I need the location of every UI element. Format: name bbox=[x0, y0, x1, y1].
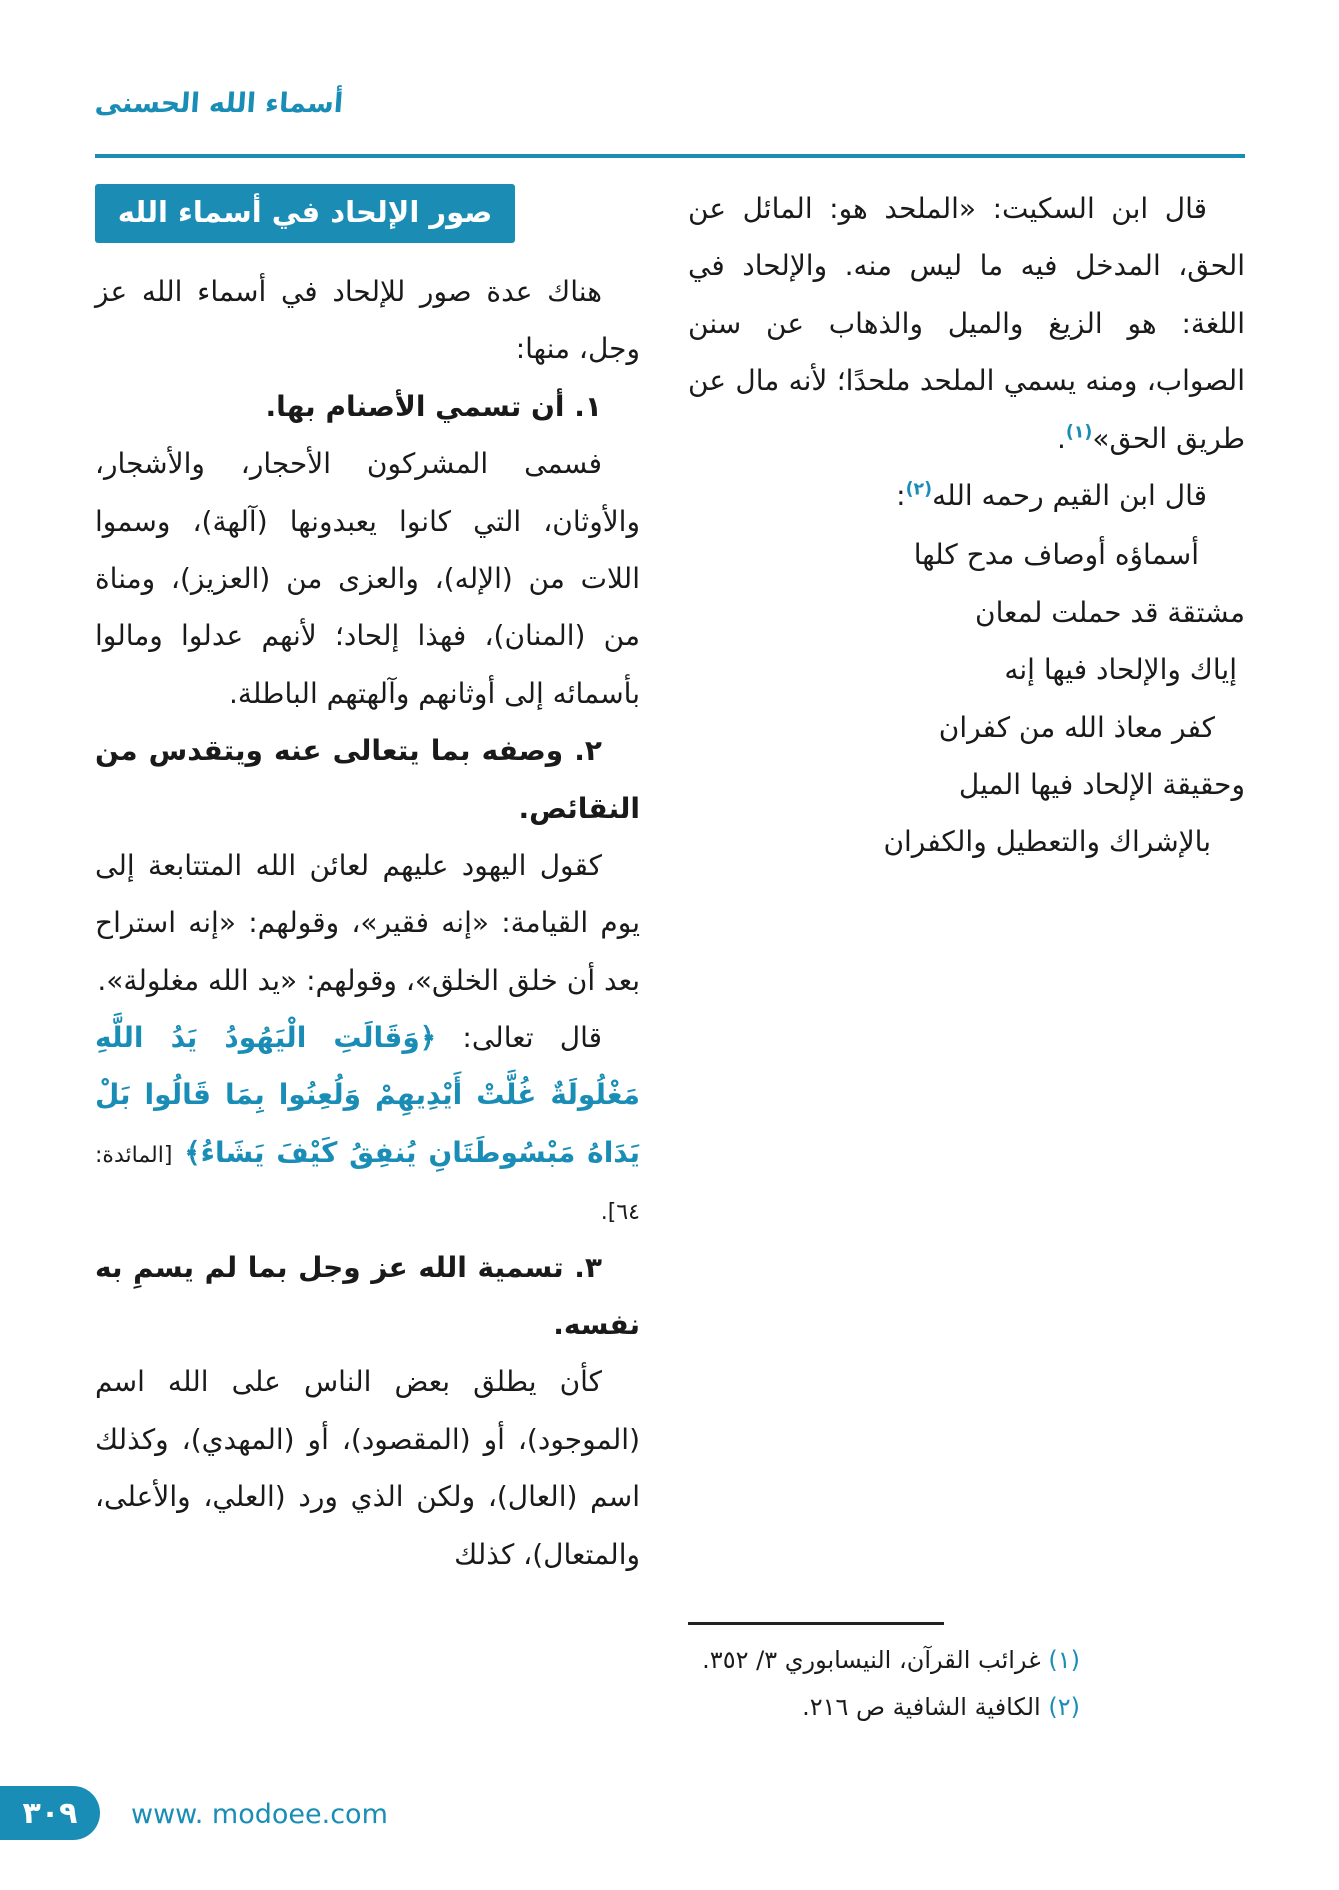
item-2-title: ٢. وصفه بما يتعالى عنه ويتقدس من النقائص. bbox=[95, 734, 640, 825]
poem-block bbox=[688, 526, 1245, 870]
item-1-title: ١. أن تسمي الأصنام بها. bbox=[265, 389, 602, 423]
quran-reference: [المائدة: ٦٤]. bbox=[95, 1142, 640, 1226]
item-1-body: فسمى المشركون الأحجار، والأشجار، والأوثان، التي كانوا يعبدونها (آلهة)، وسموا اللات من (الإله)، والعزى من (العزيز)، ومناة من (المنان)، فهذا إلحاد؛ لأنهم عدلوا ومالوا بأسمائه إلى أوثانهم وآلهتهم الباطلة. bbox=[95, 447, 640, 710]
section-title-box: صور الإلحاد في أسماء الله bbox=[95, 184, 515, 243]
paragraph-terminator: . bbox=[1056, 421, 1066, 455]
page-number-badge: ٣٠٩ bbox=[0, 1786, 100, 1840]
header-divider-rule bbox=[95, 154, 1245, 158]
paragraph-ibn-sikkit bbox=[688, 180, 1245, 467]
footnote-marker-2: (٢) bbox=[905, 479, 933, 500]
item-3-body: كأن يطلق بعض الناس على الله اسم (الموجود)، أو (المقصود)، أو (المهدي)، وكذلك اسم (العال)، ولكن الذي ورد (العلي، والأعلى، والمتعال)، كذلك bbox=[95, 1365, 640, 1571]
footnote-separator bbox=[688, 1622, 944, 1625]
poetry-line: أسماؤه أوصاف مدح كلها bbox=[913, 538, 1199, 572]
footnote-area bbox=[688, 1622, 1245, 1731]
poetry-line: كفر معاذ الله من كفران bbox=[938, 710, 1215, 744]
footnote-number: (٢) bbox=[1048, 1692, 1080, 1721]
footnote-item bbox=[688, 1637, 1245, 1684]
quran-paragraph bbox=[95, 1009, 640, 1239]
paragraph-terminator: : bbox=[896, 478, 906, 512]
quran-verse: ﴿وَقَالَتِ الْيَهُودُ يَدُ اللَّهِ مَغْلُولَةٌ غُلَّتْ أَيْدِيهِمْ وَلُعِنُوا بِمَا قَالُوا بَلْ يَدَاهُ مَبْسُوطَتَانِ يُنفِقُ كَيْفَ يَشَاءُ﴾ bbox=[95, 1021, 640, 1169]
section-intro: هناك عدة صور للإلحاد في أسماء الله عز وجل، منها: bbox=[95, 275, 640, 366]
header-calligraphy: أسماء الله الحسنى bbox=[93, 88, 345, 119]
text-columns bbox=[95, 180, 1245, 1583]
paragraph-ibn-qayyim bbox=[688, 467, 1245, 524]
paragraph-text: قال ابن السكيت: «الملحد هو: المائل عن الحق، المدخل فيه ما ليس منه. والإلحاد في اللغة: هو الزيغ والميل والذهاب عن سنن الصواب، ومنه يسمي الملحد ملحدًا؛ لأنه مال عن طريق الحق» bbox=[688, 192, 1245, 455]
poetry-line: إياك والإلحاد فيها إنه bbox=[1004, 653, 1237, 687]
footnote-number: (١) bbox=[1048, 1646, 1080, 1674]
footnote-text: غرائب القرآن، النيسابوري ٣/ ٣٥٢. bbox=[702, 1646, 1041, 1674]
footnote-text: الكافية الشافية ص ٢١٦. bbox=[802, 1692, 1041, 1721]
footnote-marker-1: (١) bbox=[1065, 422, 1093, 443]
poetry-line: وحقيقة الإلحاد فيها الميل bbox=[958, 767, 1245, 801]
item-2-body: كقول اليهود عليهم لعائن الله المتتابعة إلى يوم القيامة: «إنه فقير»، وقولهم: «إنه استراح بعد أن خلق الخلق»، وقولهم: «يد الله مغلولة». bbox=[95, 848, 640, 997]
footnote-item bbox=[688, 1684, 1245, 1731]
text-column-left bbox=[95, 180, 640, 1583]
poetry-line: مشتقة قد حملت لمعان bbox=[975, 595, 1245, 629]
poetry-line: بالإشراك والتعطيل والكفران bbox=[883, 825, 1211, 859]
text-column-right bbox=[688, 180, 1245, 1583]
quran-intro: قال تعالى: bbox=[436, 1021, 602, 1055]
item-3-title: ٣. تسمية الله عز وجل بما لم يسمِ به نفسه. bbox=[95, 1250, 640, 1342]
website-text: www. modoee.com bbox=[131, 1799, 388, 1830]
paragraph-text: قال ابن القيم رحمه الله bbox=[932, 478, 1207, 512]
